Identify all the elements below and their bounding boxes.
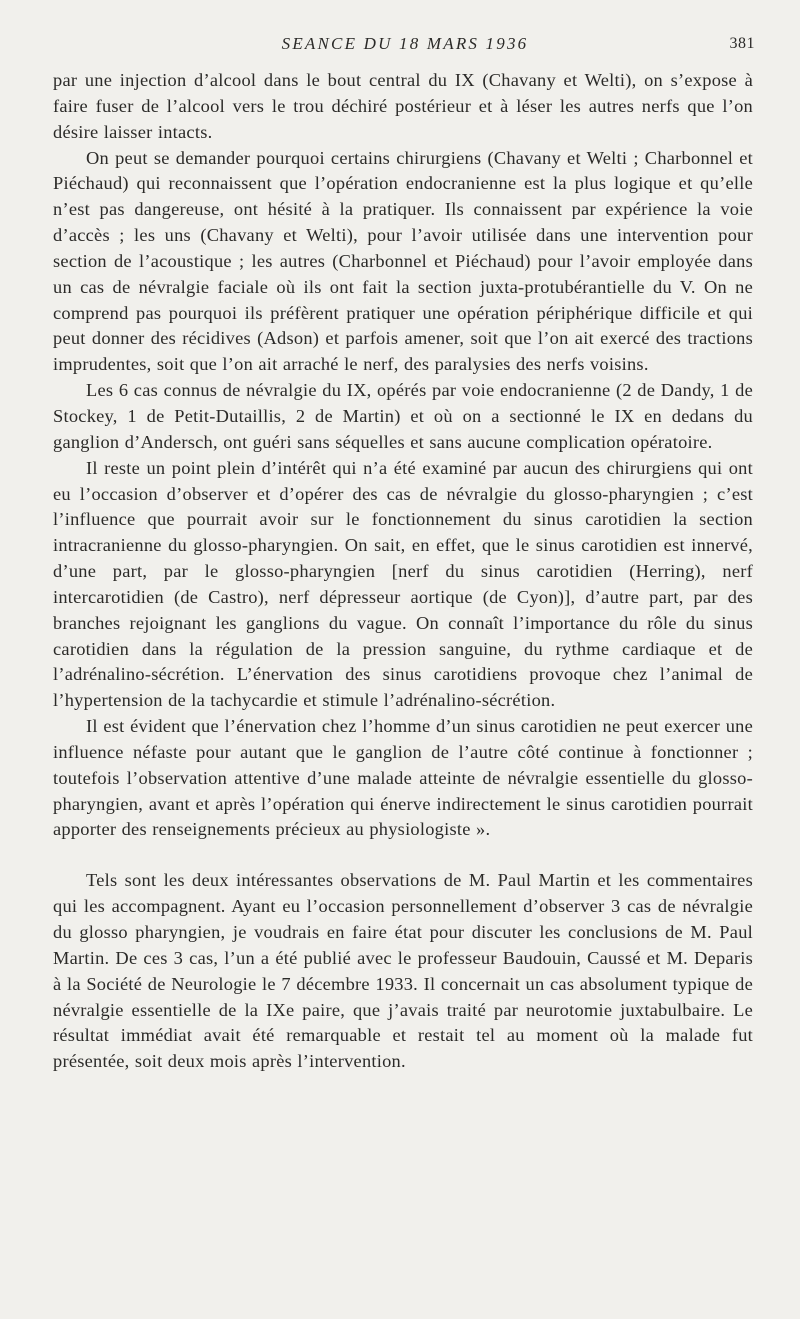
paragraph-continuation: par une injection d’alcool dans le bout central du IX (Chavany et Welti), on s’expose à faire fuser de l’alcool vers le trou déchiré postérieur et à léser les autres nerfs que l’on désire laisser intacts.	[53, 70, 753, 142]
paragraph-carotid-sinus: Il reste un point plein d’intérêt qui n’a été examiné par aucun des chirurgiens qui ont eu l’occasion d’observer et d’opérer des cas de névralgie du glosso-pharyngien ; c’est l’influence que pourrait avoir sur le fonctionnement du sinus carotidien la section intracranienne du glosso-pharyngien. On sait, en effet, que le sinus carotidien est innervé, d’une part, par le glosso-pharyngien [nerf du sinus carotidien (Herring), nerf intercarotidien (de Castro), nerf dépresseur aortique (de Cyon)], d’autre part, par des branches rejoignant les ganglions du vague. On connaît l’importance du rôle du sinus carotidien dans la régulation de la pression sanguine, du rythme cardiaque et de l’adrénalino-sécrétion. L’énervation des sinus carotidiens provoque chez l’animal de l’hypertension de la tachycardie et stimule l’adrénalino-sécrétion.	[53, 457, 753, 711]
paragraph-denervation: Il est évident que l’énervation chez l’homme d’un sinus carotidien ne peut exercer une influence néfaste pour autant que le ganglion de l’autre côté continue à fonctionner ; toutefois l’observation attentive d’une malade atteinte de névralgie essentielle du glosso-pharyngien, avant et après l’opération qui énerve indirectement le sinus carotidien pourrait apporter des renseignements précieux au physiologiste ».	[53, 716, 753, 840]
page-number: 381	[729, 35, 755, 52]
running-title: SEANCE DU 18 MARS 1936	[281, 34, 529, 53]
body-text	[53, 68, 753, 1075]
running-header	[55, 31, 755, 57]
paragraph-commentary: Tels sont les deux intéressantes observations de M. Paul Martin et les commentaires qui les accompagnent. Ayant eu l’occasion personnellement d’observer 3 cas de névralgie du glosso pharyngien, je voudrais en faire état pour discuter les conclusions de M. Paul Martin. De ces 3 cas, l’un a été publié avec le professeur Baudouin, Caussé et M. Deparis à la Société de Neurologie le 7 décembre 1933. Il concernait un cas absolument typique de névralgie essentielle de la IXe paire, que j’avais traité par neurotomie juxtabulbaire. Le résultat immédiat avait été remarquable et restait tel au moment où la malade fut présentée, soit deux mois après l’intervention.	[53, 870, 753, 1072]
paragraph-surgeons-hesitation: On peut se demander pourquoi certains chirurgiens (Chavany et Welti ; Charbonnel et Piéchaud) qui reconnaissent que l’opération endocranienne est la plus logique et qu’elle n’est pas dangereuse, ont hésité à la pratiquer. Ils connaissent par expérience la voie d’accès ; les uns (Chavany et Welti), pour l’avoir utilisée dans une intervention pour section de l’acoustique ; les autres (Charbonnel et Piéchaud) pour l’avoir employée dans un cas de névralgie faciale où ils ont fait la section juxta-protubérantielle du V. On ne comprend pas pourquoi ils préfèrent pratiquer une opération périphérique difficile et qui peut donner des récidives (Adson) et parfois amener, soit que l’on ait exercé des tractions imprudentes, soit que l’on ait arraché le nerf, des paralysies des nerfs voisins.	[53, 147, 753, 375]
paragraph-six-cases: Les 6 cas connus de névralgie du IX, opérés par voie endocranienne (2 de Dandy, 1 de Stockey, 1 de Petit-Dutaillis, 2 de Martin) et où on a sectionné le IX en dedans du ganglion d’Andersch, ont guéri sans séquelles et sans aucune complication opératoire.	[53, 380, 753, 452]
